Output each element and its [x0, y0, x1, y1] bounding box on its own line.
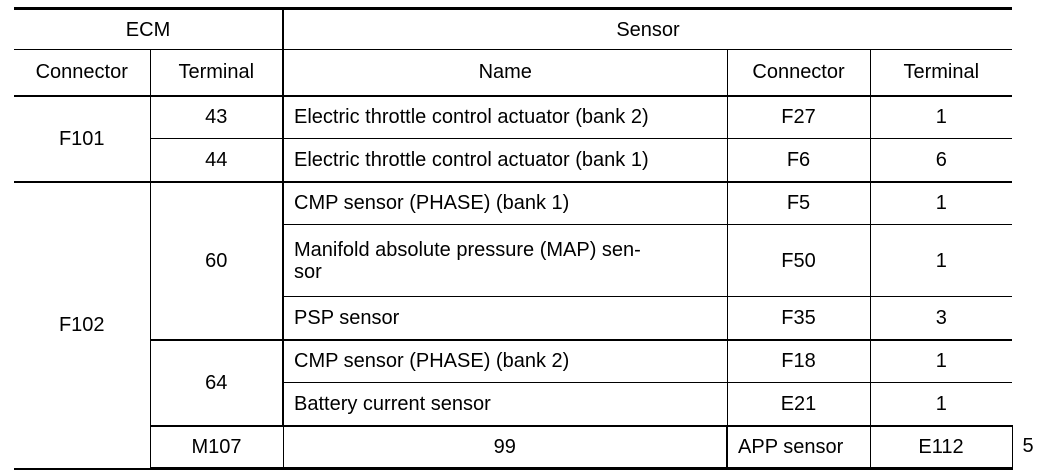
sensor-connector-cell: E112 [870, 426, 1012, 469]
ecm-terminal-cell: 44 [150, 139, 283, 182]
sensor-name-cell: Electric throttle control actuator (bank 1) [283, 139, 727, 182]
sensor-connector-cell: E21 [727, 383, 870, 426]
sensor-name-cell: APP sensor [727, 426, 870, 469]
connector-table [14, 7, 1034, 470]
sensor-connector-cell: F35 [727, 297, 870, 340]
sensor-terminal-cell: 1 [870, 225, 1012, 297]
sensor-connector-cell: F5 [727, 182, 870, 225]
sensor-terminal-cell: 1 [870, 383, 1012, 426]
sensor-name-cell: PSP sensor [283, 297, 727, 340]
header-sensor-terminal: Terminal [870, 50, 1012, 96]
header-sensor: Sensor [283, 9, 1012, 50]
sensor-connector-cell: F6 [727, 139, 870, 182]
ecm-terminal-cell: 43 [150, 96, 283, 139]
sensor-name-cell: CMP sensor (PHASE) (bank 1) [283, 182, 727, 225]
ecm-terminal-cell: 64 [150, 340, 283, 426]
header-sensor-name: Name [283, 50, 727, 96]
table-row: M107 99 APP sensor E112 5 [14, 426, 1012, 469]
header-sensor-connector: Connector [727, 50, 870, 96]
table-row [14, 96, 1012, 139]
sensor-connector-cell: F27 [727, 96, 870, 139]
sensor-terminal-cell: 3 [870, 297, 1012, 340]
sensor-name-cell: CMP sensor (PHASE) (bank 2) [283, 340, 727, 383]
header-ecm: ECM [14, 9, 283, 50]
header-ecm-connector: Connector [14, 50, 150, 96]
sensor-terminal-cell: 6 [870, 139, 1012, 182]
sensor-connector-cell: F50 [727, 225, 870, 297]
sensor-terminal-cell: 1 [870, 182, 1012, 225]
sensor-terminal-cell: 1 [870, 96, 1012, 139]
table-row [14, 340, 1012, 383]
sensor-name-cell: Battery current sensor [283, 383, 727, 426]
sensor-name-cell: Electric throttle control actuator (bank 2) [283, 96, 727, 139]
ecm-terminal-cell: 99 [283, 426, 727, 469]
ecm-terminal-cell: 60 [150, 182, 283, 340]
ecm-connector-cell: F102 [14, 182, 150, 469]
header-ecm-terminal: Terminal [150, 50, 283, 96]
sensor-terminal-cell: 1 [870, 340, 1012, 383]
table-row [14, 139, 1012, 182]
table-row [14, 182, 1012, 225]
ecm-connector-cell: F101 [14, 96, 150, 182]
ecm-connector-cell: M107 [150, 426, 283, 469]
sensor-connector-cell: F18 [727, 340, 870, 383]
sensor-name-cell: Manifold absolute pressure (MAP) sen- sor [283, 225, 727, 297]
